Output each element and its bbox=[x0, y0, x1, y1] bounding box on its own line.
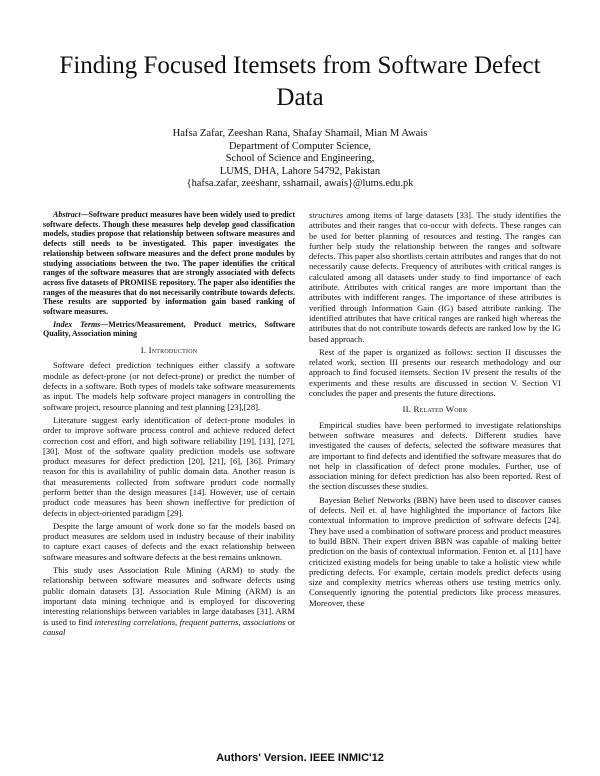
left-column bbox=[43, 210, 295, 640]
related-work-paragraph: Bayesian Belief Networks (BBN) have been used to discover causes of defects. Neil et. al have highlighted the importance of factors like contextual information to improve prediction of software defects [24]. They have used a combination of software process and product measures to build BBN. Their expert driven BBN was capable of making better prediction on the basis of contextual information. Fenton et. al [11] have criticized existing models for being unable to take a holistic view while predicting defects. For example, certain models predict defects using size and complexity metrics whereas others use testing metrics only. Consequently ignoring the potential predictors like process measures. Moreover, these bbox=[309, 494, 561, 608]
right-column bbox=[309, 210, 561, 611]
authors-version-footer: Authors' Version. IEEE INMIC'12 bbox=[216, 752, 384, 764]
section-heading-introduction: I. Introduction bbox=[140, 345, 198, 356]
intro-or: or bbox=[285, 616, 296, 627]
intro-paragraph-text: This study uses Association Rule Mining (ARM) to study the relationship between software measures and software defects using public domain datasets [3]. Association Rule Mining (ARM) is an important data mining technique and is employed for discovering interesting relationships between variables in large databases [31]. ARM is used to find bbox=[43, 565, 295, 627]
intro-organization-paragraph: Rest of the paper is organized as follows: section II discusses the related work, section III presents our research methodology and our approach to find focused itemsets. Section IV present the results of the experiments and these results are discussed in section V. Section VI concludes the paper and presents the future directions. bbox=[309, 346, 561, 399]
intro-italic-structures: structures bbox=[309, 210, 344, 220]
intro-paragraph: Literature suggest early identification of defect-prone modules in order to improve software process control and achieve reduced defect correction cost and effort, and high software reliability [19], [13], [27], [30]. Most of the software quality prediction models use software product measures for defect prediction [20], [21], [6], [36]. Primary reason for this is availability of public domain data. Another reason is that measurements collected from software product code normally perform better than the design measures [14]. However, use of certain product code measures has been shown ineffective for prediction of defects in object-oriented paradigm [29]. bbox=[43, 414, 295, 518]
intro-continuation bbox=[309, 210, 561, 344]
affiliation-department: Department of Computer Science, bbox=[229, 141, 371, 152]
paper-title: Finding Focused Itemsets from Software Defect Data bbox=[59, 52, 541, 111]
abstract bbox=[43, 210, 295, 317]
affiliation-block bbox=[100, 141, 500, 191]
section-heading-related-work: II. Related Work bbox=[402, 404, 468, 415]
index-terms bbox=[43, 320, 295, 339]
intro-italic-causal: causal bbox=[43, 626, 66, 637]
author-list: Hafsa Zafar, Zeeshan Rana, Shafay Shamail, Mian M Awais bbox=[172, 128, 428, 139]
abstract-text: —Software product measures have been widely used to predict software defects. Though these measures help develop good classification models, studies propose that relationship between software measures and defects still needs to be investigated. This paper investigates the relationship between software measures and the defect prone modules by studying associations between the two. The paper identifies the critical ranges of the software measures that are strongly associated with defects across five datasets of PROMISE repository. The paper also identifies the ranges of the measures that do not necessarily contribute towards defects. These results are supported by information gain based ranking of software measures. bbox=[43, 210, 295, 317]
related-work-paragraph: Empirical studies have been performed to investigate relationships between software measures and defects. Different studies have investigated the causes of defects, selected the software measures that are important to find defects and identified the software measures that do not help in classification of defect prone modules. Further, use of association mining for defect prediction has also been reported. Rest of the section discusses these studies. bbox=[309, 419, 561, 492]
intro-italic-terms: interesting correlations, frequent patterns, associations bbox=[94, 616, 286, 627]
index-terms-label: Index Terms bbox=[53, 319, 101, 329]
affiliation-school: School of Science and Engineering, bbox=[225, 153, 375, 165]
intro-paragraph bbox=[43, 565, 295, 637]
abstract-label: Abstract bbox=[53, 210, 81, 219]
intro-paragraph: Despite the large amount of work done so far the models based on product measures are seldom used in industry because of their inability to capture exact causes of defects and the exact relationship between software measures and software defects at the best remains unknown. bbox=[43, 520, 295, 562]
intro-continuation-text: among items of large datasets [33]. The study identifies the attributes and their ranges that co-occur with defects. These ranges can be used for better planning of resources and testing. The ranges can further help study the relationship between the ranges and software defects. This paper also shortlists certain attributes and ranges that do not necessarily cause defects. Frequency of attributes with critical ranges is calculated among all datasets under study to find importance of each attribute. Attributes with critical ranges are more important than the attributes with indifferent ranges. The importance of these attributes is verified through Information Gain (IG) based attribute ranking. The identified attributes that have critical ranges are ranked high whereas the attributes that do not contribute towards defects are ranked low by the IG based approach. bbox=[309, 210, 561, 344]
index-terms-text: —Metrics/Measurement, Product metrics, Software Quality, Association mining bbox=[43, 319, 295, 339]
affiliation-address: LUMS, DHA, Lahore 54792, Pakistan bbox=[219, 165, 381, 177]
affiliation-emails: {hafsa.zafar, zeeshanr, sshamail, awais}@lums.edu.pk bbox=[186, 178, 414, 190]
intro-paragraph: Software defect prediction techniques either classify a software module as defect-prone (or not defect-prone) or predict the number of defects in a software. Both types of models take software measurements as input. The models help software project managers in controlling the software project, resource planning and test planning [23],[28]. bbox=[43, 360, 295, 412]
